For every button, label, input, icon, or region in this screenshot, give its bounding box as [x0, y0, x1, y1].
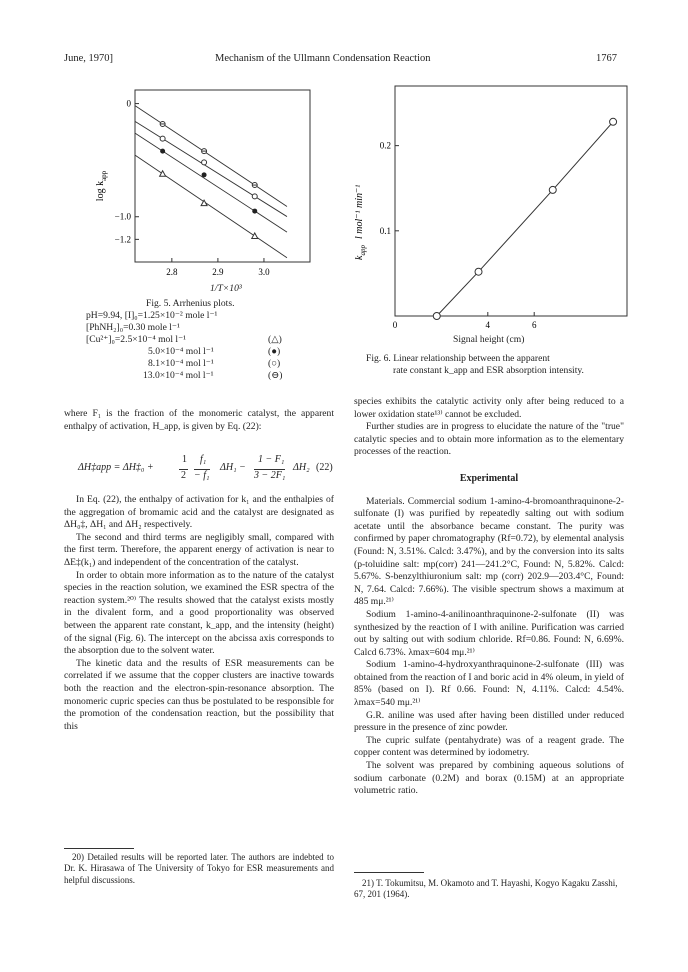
eq-frac1-den: 2: [181, 470, 186, 481]
fig6-esr-plot: [340, 80, 640, 350]
fig6-x-tick-label: 0: [392, 320, 398, 330]
eq-frac1-num: 1: [182, 454, 187, 465]
fig6-point: [433, 313, 440, 320]
paragraph-continuation: species exhibits the catalytic activity only after being reduced to a lower oxidation state¹³⁾ cannot be excluded.: [354, 396, 624, 420]
fig5-point: [160, 136, 165, 141]
fig6-x-tick-label: 4: [485, 320, 491, 330]
fig5-series-line: [135, 155, 287, 258]
paragraph-cupric-sulfate: The cupric sulfate (pentahydrate) was of a reagent grade. The copper content was determined by iodometry.: [354, 734, 624, 759]
paragraph-esr: In order to obtain more information as to the nature of the catalyst species in the reaction solution, we examined the ESR spectra of the reaction system.²⁰⁾ The results showed that the catalyst exists mostly in the divalent form, and a good proportionality was observed between the apparent rate constant, k_app, and the intensity (height) of the signal (Fig. 6). The intercept on the abcissa axis corresponds to the absorption due to the solvent water.: [64, 569, 334, 657]
fig5-legend-row-4: [143, 370, 288, 381]
section-heading-experimental: Experimental: [459, 472, 519, 484]
fig5-legend-conc: 5.0×10⁻⁴ mol l⁻¹: [148, 346, 214, 357]
fig5-legend-symbol: (●): [268, 346, 281, 357]
fig5-series-line: [135, 121, 287, 216]
paragraph-intro: where F₁ is the fraction of the monomeric catalyst, the apparent enthalpy of activation, H_app, is given by Eq. (22):: [64, 408, 334, 432]
eq-frac2-den: 3 − 2F₁: [254, 470, 286, 481]
fig5-legend-symbol: (○): [268, 358, 281, 369]
eq-tail: ΔH₂: [293, 462, 310, 473]
fig5-points: [160, 121, 258, 238]
footnote-21: 21) T. Tokumitsu, M. Okamoto and T. Hayashi, Kogyo Kagaku Zasshi, 67, 201 (1964).: [354, 878, 618, 900]
fig5-point: [160, 149, 165, 154]
fig6-y-tick-label: 0.1: [379, 225, 391, 236]
fig5-caption-title: Fig. 5. Arrhenius plots.: [146, 298, 235, 309]
fig5-series-line: [135, 106, 287, 207]
fig5-x-tick-label: 2.9: [212, 267, 224, 277]
fig5-y-tick-label: −1.2: [114, 234, 131, 245]
eq-f1: f₁: [200, 454, 207, 465]
fig5-legend-row-3: [148, 358, 288, 369]
paragraph-further-studies: Further studies are in progress to elucidate the nature of the "true" catalytic species and to obtain more information as to the elementary processes of the reaction.: [354, 421, 624, 458]
paragraph-compound-iii: Sodium 1-amino-4-hydroxyanthraquinone-2-sulfonate (III) was obtained from the reaction of I and boric acid in 4% oleum, in yield of 85% (based on I). Rf 0.66. Found: N, 4.11%. Calcd: 4.54%. λmax=540 mμ.²¹⁾: [354, 659, 624, 709]
paragraph-solvent: The solvent was prepared by combining aqueous solutions of sodium carbonate (0.2M) and borax (0.15M) at an appropriate volumetric ratio.: [354, 760, 624, 797]
fig6-x-axis-label: Signal height (cm): [453, 334, 525, 345]
fig6-frame: [395, 86, 627, 316]
equation-22: [78, 456, 334, 486]
eq-mid: ΔH₁ −: [220, 462, 246, 473]
fig5-legend-conc: [Cu²⁺]₀=2.5×10⁻⁴ mol l⁻¹: [86, 334, 187, 345]
fig6-y-tick-label: 0.2: [379, 140, 391, 151]
fig6-point: [549, 186, 556, 193]
eq-lhs: ΔH‡app = ΔH‡₀ +: [78, 462, 154, 473]
fig5-ticks: [115, 99, 270, 277]
fig5-point: [252, 209, 257, 214]
fig6-ticks: [380, 141, 537, 330]
paragraph-aniline: G.R. aniline was used after having been distilled under reduced pressure in the presence of zinc powder.: [354, 709, 624, 734]
footnote-20: 20) Detailed results will be reported later. The authors are indebted to Dr. K. Hirasawa of The University of Tokyo for ESR measurements and helpful discussions.: [64, 852, 334, 885]
fig5-x-tick-label: 3.0: [258, 267, 270, 277]
page-number: 1767: [596, 53, 617, 64]
fig5-point: [252, 233, 258, 239]
paragraph-eq-explanation: In Eq. (22), the enthalpy of activation for k₁ and the enthalpies of the aggregation of bromamic acid and the catalyst are designated as ΔH₀‡, ΔH₁ and ΔH₂ respectively.: [64, 494, 334, 531]
left-column-body: [64, 494, 334, 733]
right-column: [354, 396, 624, 798]
fig6-x-tick-label: 6: [531, 320, 537, 330]
fig5-legend-row-1: [86, 334, 286, 345]
paragraph-compound-ii: Sodium 1-amino-4-anilinoanthraquinone-2-sulfonate (II) was synthesized by the reaction of I with aniline. Purification was carried out by salting out with sodium chloride. Rf=0.86. Found: N, 6.69%. Calcd 6.73%. λmax=604 mμ.²¹⁾: [354, 608, 624, 658]
fig5-condition-aniline: [PhNH₂]₀=0.30 mole l⁻¹: [86, 322, 180, 333]
fig5-condition-ph: pH=9.94, [I]₀=1.25×10⁻² mole l⁻¹: [86, 310, 218, 321]
fig5-point: [202, 160, 207, 165]
fig5-point: [160, 171, 166, 177]
paragraph-kinetic: The kinetic data and the results of ESR measurements can be correlated if we assume that the copper clusters are inactive towards both the reaction and the electron-spin-resonance absorption. The monomeric cupric species can thus be postulated to be responsible for the promotion of the condensation reaction, but the possibility that this: [64, 657, 334, 732]
fig5-point: [252, 194, 257, 199]
fig6-caption-line-2: rate constant k_app and ESR absorption intensity.: [393, 365, 584, 376]
eq-f1-den: − f₁: [194, 470, 210, 481]
fig6-caption-line-1: Fig. 6. Linear relationship between the apparent: [366, 353, 550, 364]
fig5-lines: [135, 106, 287, 258]
paragraph-terms: The second and third terms are negligibly small, compared with the first term. Therefore, the apparent energy of activation is near to ΔE‡(k₁) and independent of the concentration of the catalyst.: [64, 531, 334, 568]
fig5-series-line: [135, 133, 287, 232]
footnote-rule-right: [354, 872, 424, 873]
eq-frac2-num: 1 − F₁: [258, 454, 285, 465]
fig5-y-tick-label: 0: [126, 98, 131, 109]
fig5-y-tick-label: −1.0: [114, 211, 131, 222]
fig6-y-axis-label: $k_{app}l$ mol⁻¹ min⁻¹: [354, 184, 367, 260]
left-column: [64, 408, 334, 433]
running-header-date: June, 1970]: [64, 53, 113, 64]
fig5-legend-row-2: [148, 346, 288, 357]
fig5-legend-symbol: (△): [268, 334, 282, 345]
fig6-point: [475, 268, 482, 275]
fig6-line: [433, 118, 616, 319]
footnote-rule: [64, 848, 134, 849]
fig5-legend-symbol: (⊖): [268, 370, 283, 381]
fig5-arrhenius-plot: [95, 86, 315, 296]
fig6-point: [610, 118, 617, 125]
fig5-legend-conc: 8.1×10⁻⁴ mol l⁻¹: [148, 358, 214, 369]
fig6-series-line: [437, 122, 613, 316]
fig5-point: [202, 172, 207, 177]
eq-number: (22): [316, 462, 333, 473]
running-header-title: Mechanism of the Ullmann Condensation Reaction: [215, 53, 431, 64]
fig5-x-tick-label: 2.8: [166, 267, 178, 277]
fig5-legend-conc: 13.0×10⁻⁴ mol l⁻¹: [143, 370, 214, 381]
fig5-x-axis-label: 1/T×10³: [210, 283, 242, 294]
paragraph-materials: Materials. Commercial sodium 1-amino-4-bromoanthraquinone-2-sulfonate (I) was purified by repeatedly salting out with sodium acetate until the absorbance became constant. The purity was confirmed by paper chromatography (Rf=0.72), by elemental analysis (Found: N, 3.51%. Calcd: 3.47%), and by the conversion into its salts (p-toluidine salt: mp(corr) 241—241.2°C, Found: N, 5.82%. Calcd: 5.67%. S-benzylthiuronium salt: mp (corr) 202.9—203.4°C, Found: N, 7.64. Calcd: 7.66%). The visible spectrum shows a maximum at 485 mμ.²¹⁾: [354, 495, 624, 608]
fig5-y-axis-label: $\log k_{app}$: [95, 170, 108, 202]
